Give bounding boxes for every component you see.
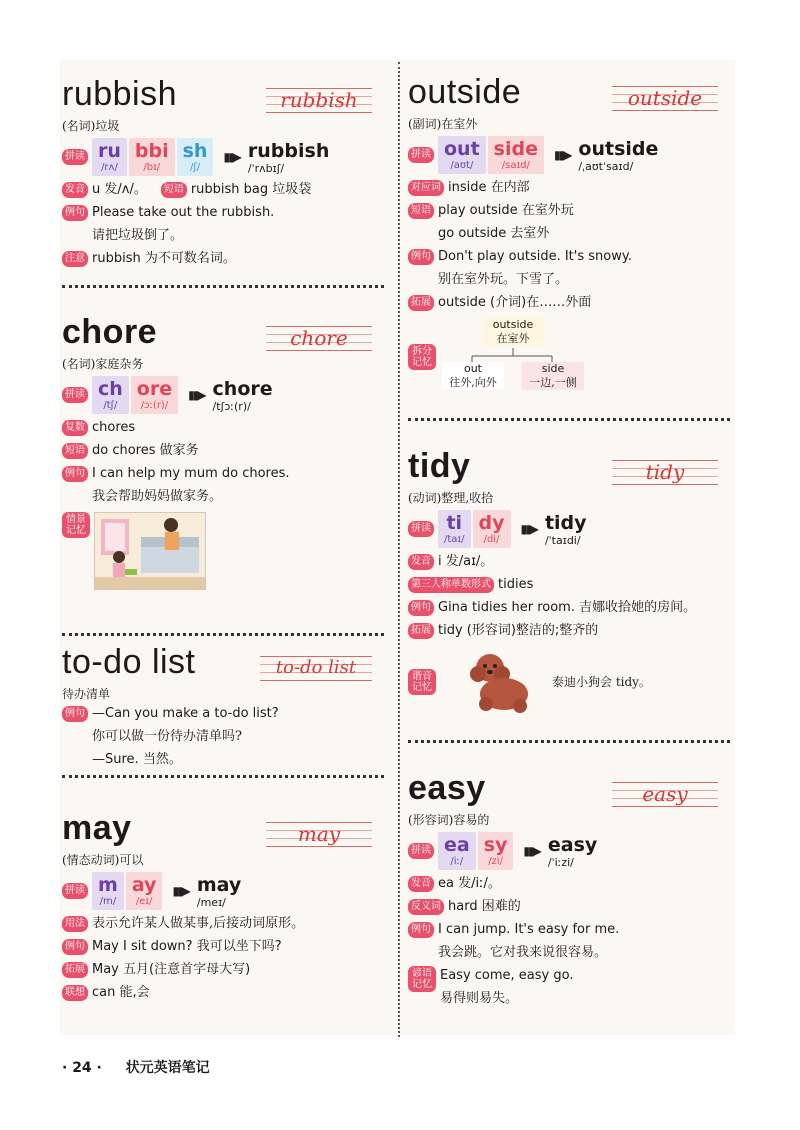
pron-line: 发音 u 发/ʌ/。 短语 rubbish bag 垃圾袋 <box>62 178 382 201</box>
syllable: side /saɪd/ <box>488 136 544 174</box>
syllable: dy /di/ <box>473 510 511 548</box>
handwriting-word: may <box>297 822 341 846</box>
handwriting-word: tidy <box>645 460 685 484</box>
part-of-speech: (名词)垃圾 <box>62 119 120 133</box>
syllable: ru /rʌ/ <box>92 138 127 176</box>
handwriting-word: rubbish <box>280 88 358 112</box>
example-line: 例句 Don't play outside. It's snowy. <box>408 245 728 268</box>
handwriting-box <box>266 818 372 852</box>
entry-chore <box>62 312 382 590</box>
headword: tidy <box>408 447 471 485</box>
example-line: 例句 I can help my mum do chores. <box>62 462 382 485</box>
poodle-dog-icon <box>460 648 540 716</box>
pron-line: 发音 ea 发/iː/。 <box>408 872 728 895</box>
divider <box>62 285 384 288</box>
headword: outside <box>408 73 522 111</box>
arrow-icon: ▮▮▶ <box>188 388 205 402</box>
part-of-speech: (情态动词)可以 <box>62 853 144 867</box>
plural-line: 复数 chores <box>62 416 382 439</box>
arrow-icon: ▮▮▶ <box>523 844 540 858</box>
headword: chore <box>62 313 158 351</box>
entry-todo-list <box>62 642 382 771</box>
proverb-memory: 谚语记忆 Easy come, easy go. 易得则易失。 <box>408 964 728 1010</box>
handwriting-word: to-do list <box>275 657 357 678</box>
spelling-row: 拼读 out /aʊt/ side /saɪd/ ▮▮▶ outside /ˌaʊtˈsaɪd/ <box>408 136 728 174</box>
handwriting-box <box>612 82 718 116</box>
example-translation: 我会帮助妈妈做家务。 <box>92 489 223 504</box>
spelling-row <box>62 138 382 176</box>
split-memory: 拆分记忆 outside 在室外 out 往外,向外 side 一边,一侧 <box>408 316 728 394</box>
phrase-line: 短语 do chores 做家务 <box>62 439 382 462</box>
reply-line: —Sure. 当然。 <box>92 752 182 767</box>
handwriting-word: easy <box>642 782 688 806</box>
associate-line: 联想 can 能,会 <box>62 981 382 1004</box>
handwriting-box <box>260 652 372 686</box>
syllable: bbi /bɪ/ <box>129 138 175 176</box>
page-number: · 24 · <box>62 1060 102 1076</box>
handwriting-box <box>266 84 372 118</box>
handwriting-box <box>612 778 718 812</box>
spell-result: tidy /ˈtaɪdi/ <box>544 511 587 547</box>
spelling-row: 拼读 m /m/ ay /eɪ/ ▮▮▶ may /meɪ/ <box>62 872 382 910</box>
phrase-line-2: go outside 去室外 <box>438 226 550 241</box>
example-translation: 请把垃圾倒了。 <box>92 228 184 243</box>
headword: rubbish <box>62 75 178 113</box>
example-line: 例句 May I sit down? 我可以坐下吗? <box>62 935 382 958</box>
syllable: ay /eɪ/ <box>126 872 163 910</box>
spell-result: outside /ˌaʊtˈsaɪd/ <box>578 137 659 173</box>
part-of-speech: 待办清单 <box>62 687 111 701</box>
handwriting-word: chore <box>290 326 348 350</box>
book-title: 状元英语笔记 <box>125 1060 210 1076</box>
example-line: 例句 I can jump. It's easy for me. <box>408 918 728 941</box>
arrow-icon: ▮▮▶ <box>223 150 240 164</box>
syllable: ch /tʃ/ <box>92 376 129 414</box>
split-root: outside 在室外 <box>482 318 544 346</box>
tag-spell: 拼读 <box>62 149 88 165</box>
arrow-icon: ▮▮▶ <box>553 148 571 162</box>
pron-line: 发音 i 发/aɪ/。 <box>408 550 728 573</box>
chores-scene-icon <box>95 513 205 589</box>
divider <box>62 633 384 636</box>
entry-outside <box>408 72 728 394</box>
spell-result: chore /tʃɔː(r)/ <box>212 377 273 413</box>
antonym-line: 对应词 inside 在内部 <box>408 176 728 199</box>
third-person-line: 第三人称单数形式 tidies <box>408 573 728 596</box>
handwriting-word: outside <box>627 86 703 110</box>
syllable: sy /zi/ <box>478 832 514 870</box>
spelling-row: 拼读 ch /tʃ/ ore /ɔː(r)/ ▮▮▶ chore /tʃɔː(r)/ <box>62 376 382 414</box>
part-of-speech: (动词)整理,收拾 <box>408 491 494 505</box>
entry-rubbish <box>62 74 382 270</box>
syllable: sh /ʃ/ <box>177 138 214 176</box>
column-divider <box>398 62 400 1037</box>
example-translation: 你可以做一份待办清单吗? <box>92 729 242 744</box>
handwriting-box <box>612 456 718 490</box>
spelling-row: 拼读 ea /iː/ sy /zi/ ▮▮▶ easy /ˈiːzi/ <box>408 832 728 870</box>
page-footer <box>62 1057 210 1077</box>
antonym-line: 反义词 hard 困难的 <box>408 895 728 918</box>
split-right: side 一边,一侧 <box>522 362 584 390</box>
syllable: ti /taɪ/ <box>438 510 471 548</box>
syllable: m /m/ <box>92 872 124 910</box>
part-of-speech: (副词)在室外 <box>408 117 478 131</box>
handwriting-box <box>266 322 372 356</box>
spelling-row: 拼读 ti /taɪ/ dy /di/ ▮▮▶ tidy /ˈtaɪdi/ <box>408 510 728 548</box>
entry-may <box>62 808 382 1004</box>
headword: to-do list <box>62 643 196 681</box>
arrow-icon: ▮▮▶ <box>520 522 537 536</box>
example-line: 例句 Please take out the rubbish. <box>62 201 382 224</box>
entry-tidy <box>408 446 728 718</box>
chores-illustration <box>94 512 206 590</box>
note-line: 注意 rubbish 为不可数名词。 <box>62 247 382 270</box>
example-translation: 我会跳。它对我来说很容易。 <box>438 945 608 960</box>
headword: easy <box>408 769 486 807</box>
syllable: out /aʊt/ <box>438 136 486 174</box>
spell-result: rubbish /ˈrʌbɪʃ/ <box>247 139 330 175</box>
split-left: out 往外,向外 <box>442 362 504 390</box>
usage-line: 用法 表示允许某人做某事,后接动词原形。 <box>62 912 382 935</box>
part-of-speech: (形容词)容易的 <box>408 813 490 827</box>
scene-memory: 情景记忆 <box>62 512 382 590</box>
divider <box>408 740 730 743</box>
syllable: ore /ɔː(r)/ <box>131 376 178 414</box>
divider <box>62 775 384 778</box>
spell-result: may /meɪ/ <box>196 873 242 909</box>
extend-line: 拓展 outside (介词)在……外面 <box>408 291 728 314</box>
homophone-memory: 谐音记忆 泰迪小狗会 tidy。 <box>408 646 728 718</box>
phrase-line: 短语 play outside 在室外玩 <box>408 199 728 222</box>
arrow-icon: ▮▮▶ <box>172 884 189 898</box>
syllable: ea /iː/ <box>438 832 476 870</box>
example-line: 例句 Gina tidies her room. 吉娜收拾她的房间。 <box>408 596 728 619</box>
entry-easy <box>408 768 728 1010</box>
spell-result: easy /ˈiːzi/ <box>547 833 598 869</box>
example-line: 例句 —Can you make a to-do list? <box>62 702 382 725</box>
example-translation: 别在室外玩。下雪了。 <box>438 272 569 287</box>
extend-line: 拓展 May 五月(注意首字母大写) <box>62 958 382 981</box>
divider <box>408 418 730 421</box>
part-of-speech: (名词)家庭杂务 <box>62 357 144 371</box>
headword: may <box>62 809 132 847</box>
extend-line: 拓展 tidy (形容词)整洁的;整齐的 <box>408 619 728 642</box>
